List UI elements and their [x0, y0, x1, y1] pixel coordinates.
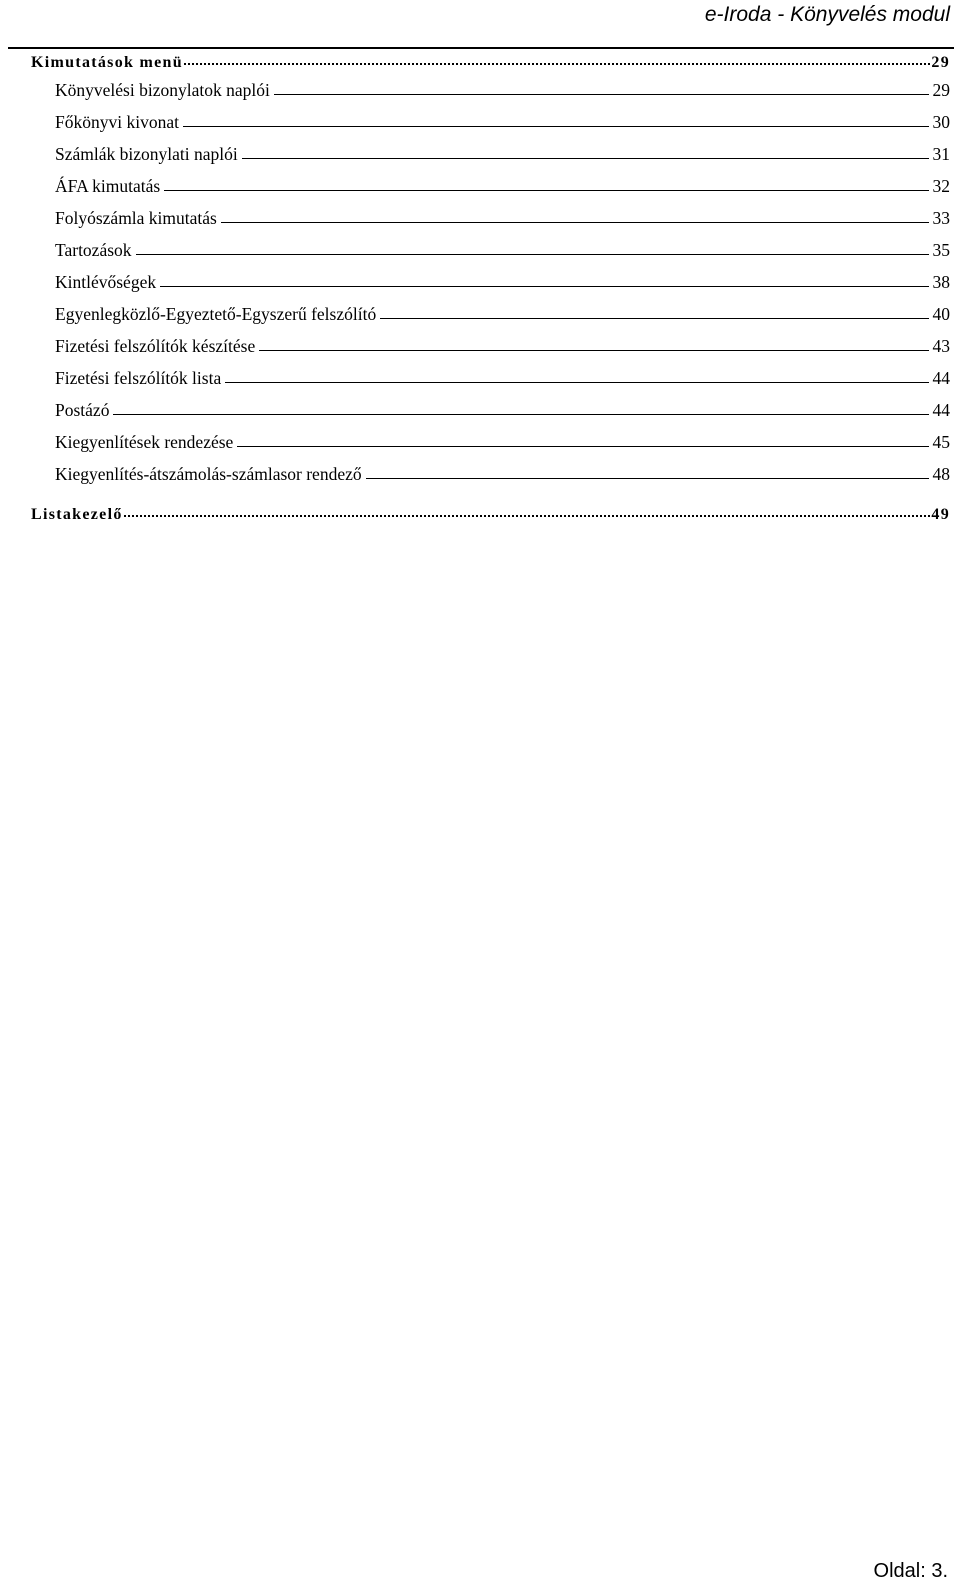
toc-page-number: 38 — [932, 272, 950, 292]
toc-page-number: 40 — [932, 304, 950, 324]
toc-page-number: 44 — [932, 368, 950, 388]
toc-entry-title: Folyószámla kimutatás — [55, 208, 217, 228]
toc-entry[interactable] — [55, 464, 950, 485]
toc-entry-title: Fizetési felszólítók lista — [55, 368, 222, 388]
toc-page-number: 29 — [931, 54, 950, 71]
toc-entry-title: Főkönyvi kivonat — [55, 112, 179, 132]
toc-entry[interactable] — [55, 144, 950, 165]
toc-entry[interactable] — [55, 304, 950, 325]
toc-page-number: 30 — [932, 112, 950, 132]
toc-entry-title: Kiegyenlítések rendezése — [55, 432, 234, 452]
toc-entry[interactable] — [55, 400, 950, 421]
toc-leader-line — [164, 190, 928, 191]
toc-entry[interactable] — [55, 176, 950, 197]
header-divider — [8, 47, 954, 49]
toc-leader-line — [225, 382, 928, 383]
toc-entry[interactable] — [55, 272, 950, 293]
toc-entry[interactable] — [55, 336, 950, 357]
toc-entry[interactable] — [55, 368, 950, 389]
toc-page-number: 32 — [932, 176, 950, 196]
toc-leader-line — [274, 94, 929, 95]
toc-entry[interactable] — [55, 112, 950, 133]
toc-leader-line — [113, 414, 928, 415]
toc-page-number: 43 — [932, 336, 950, 356]
toc-entry-title: Fizetési felszólítók készítése — [55, 336, 256, 356]
toc-page-number: 44 — [932, 400, 950, 420]
toc-page-number: 48 — [932, 464, 950, 484]
toc-entry-title: Tartozások — [55, 240, 132, 260]
toc-page-number: 31 — [932, 144, 950, 164]
toc-section-kimutatasok[interactable] — [31, 54, 950, 72]
toc-page-number: 35 — [932, 240, 950, 260]
toc-entry-title: Könyvelési bizonylatok naplói — [55, 80, 270, 100]
toc-leader-line — [237, 446, 928, 447]
toc-page-number: 45 — [932, 432, 950, 452]
toc-page-number: 29 — [932, 80, 950, 100]
document-header-title: e-Iroda - Könyvelés modul — [704, 3, 950, 26]
toc-entry-title: Egyenlegközlő-Egyeztető-Egyszerű felszólító — [55, 304, 377, 324]
toc-leader-line — [160, 286, 928, 287]
toc-leader-line — [136, 254, 929, 255]
toc-leader-line — [221, 222, 929, 223]
toc-entry-title: Számlák bizonylati naplói — [55, 144, 238, 164]
toc-entry-title: Kintlévőségek — [55, 272, 157, 292]
toc-entry[interactable] — [55, 240, 950, 261]
toc-section-title: Listakezelő — [31, 506, 123, 523]
toc-leader-line — [242, 158, 929, 159]
toc-page-number: 33 — [932, 208, 950, 228]
toc-entry-title: ÁFA kimutatás — [55, 176, 161, 196]
toc-entry[interactable] — [55, 80, 950, 101]
toc-leader-line — [259, 350, 928, 351]
toc-leader-line — [366, 478, 929, 479]
page-number-footer: Oldal: 3. — [873, 1560, 948, 1582]
toc-leader-line — [380, 318, 928, 319]
toc-leader-dots — [124, 515, 931, 517]
toc-entry-title: Kiegyenlítés-átszámolás-számlasor rendező — [55, 464, 362, 484]
toc-page-number: 49 — [931, 506, 950, 523]
toc-leader-line — [183, 126, 929, 127]
toc-entry[interactable] — [55, 208, 950, 229]
toc-entry-title: Postázó — [55, 400, 110, 420]
toc-leader-dots — [184, 63, 930, 65]
toc-section-listakezelo[interactable] — [31, 506, 950, 524]
toc-entry[interactable] — [55, 432, 950, 453]
toc-section-title: Kimutatások menü — [31, 54, 183, 71]
